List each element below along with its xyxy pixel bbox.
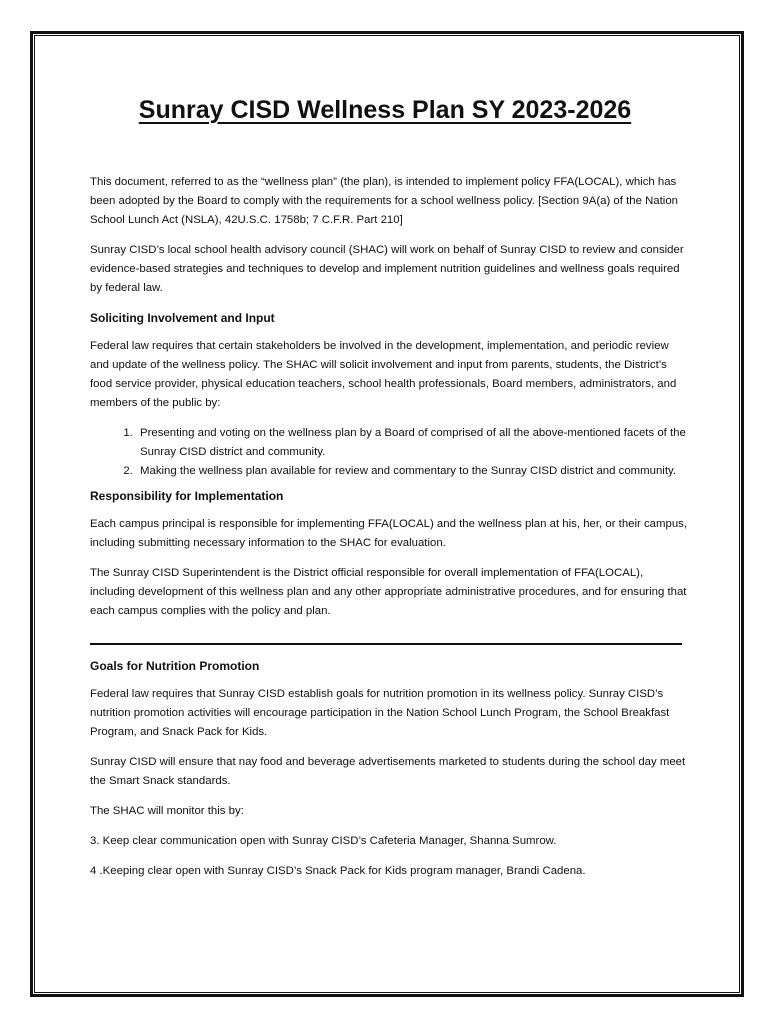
monitor-item: 4 .Keeping clear open with Sunray CISD’s Snack Pack for Kids program manager, Brandi Cadena. (90, 865, 586, 877)
responsibility-heading: Responsibility for Implementation (90, 489, 284, 503)
intro-paragraph-2: Sunray CISD’s local school health advisory council (SHAC) will work on behalf of Sunray CISD to review and consider evidence-based strategies and techniques to develop and implement nutrition guidelines and wellness goals required by federal law. (90, 244, 684, 294)
list-item: 2. Making the wellness plan available for review and commentary to the Sunray CISD district and community. (136, 462, 690, 481)
responsibility-paragraph-2: The Sunray CISD Superintendent is the District official responsible for overall implementation of FFA(LOCAL), including development of this wellness plan and any other appropriate administrative procedures, and for ensuring that each campus complies with the policy and plan. (90, 567, 687, 617)
soliciting-heading: Soliciting Involvement and Input (90, 311, 275, 325)
nutrition-paragraph-3: The SHAC will monitor this by: (90, 805, 244, 817)
section-divider (90, 643, 682, 645)
document-title: Sunray CISD Wellness Plan SY 2023-2026 (138, 96, 632, 124)
intro-paragraph-1: This document, referred to as the “wellness plan” (the plan), is intended to implement policy FFA(LOCAL), which has been adopted by the Board to comply with the requirements for a school wellness policy. [Section 9A(a) of the Nation School Lunch Act (NSLA), 42U.S.C. 1758b; 7 C.F.R. Part 210] (90, 176, 678, 226)
monitor-item: 3. Keep clear communication open with Sunray CISD’s Cafeteria Manager, Shanna Sumrow. (90, 835, 557, 847)
nutrition-paragraph-1: Federal law requires that Sunray CISD establish goals for nutrition promotion in its wellness policy. Sunray CISD’s nutrition promotion activities will encourage participation in the Nation School Lunch Program, the School Breakfast Program, and Snack Pack for Kids. (90, 688, 670, 738)
soliciting-paragraph: Federal law requires that certain stakeholders be involved in the development, implementation, and periodic review and update of the wellness policy. The SHAC will solicit involvement and input from parents, students, the District’s food service provider, physical education teachers, school health professionals, Board members, administrators, and members of the public by: (90, 340, 677, 409)
nutrition-paragraph-2: Sunray CISD will ensure that nay food and beverage advertisements marketed to students during the school day meet the Smart Snack standards. (90, 756, 686, 787)
nutrition-heading: Goals for Nutrition Promotion (90, 659, 260, 673)
responsibility-paragraph-1: Each campus principal is responsible for implementing FFA(LOCAL) and the wellness plan at his, her, or their campus, including submitting necessary information to the SHAC for evaluation. (90, 518, 688, 549)
list-item: 1. Presenting and voting on the wellness plan by a Board of comprised of all the above-mentioned facets of the Sunray CISD district and community. (136, 424, 690, 462)
soliciting-list (90, 424, 690, 481)
document-body (90, 173, 690, 892)
